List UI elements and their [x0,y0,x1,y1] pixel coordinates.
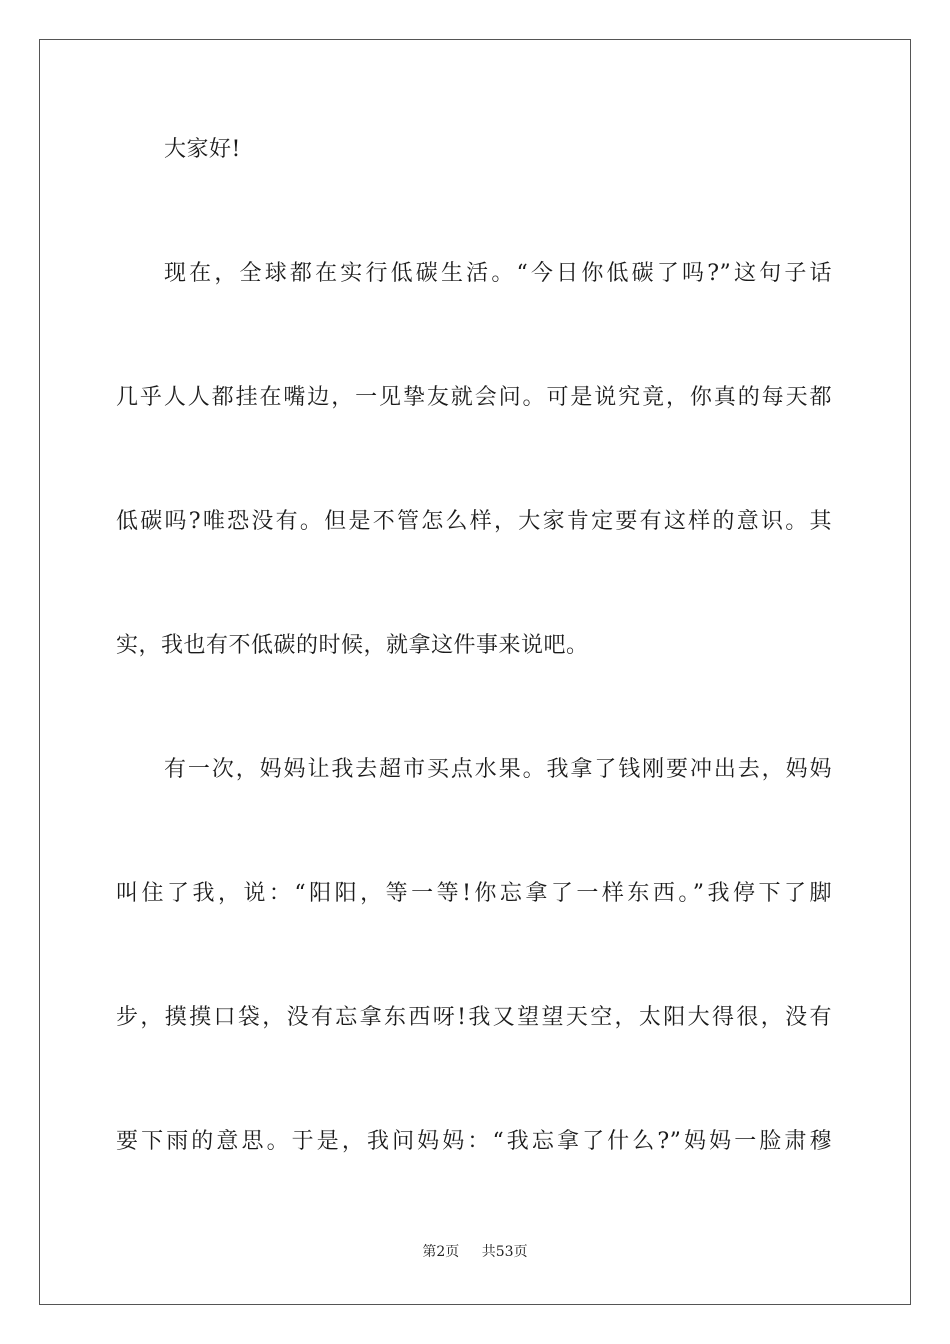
page-number: 第2页 [422,1244,460,1260]
page-frame [39,39,911,1305]
paragraph-2-line-1: 有一次，妈妈让我去超市买点水果。我拿了钱刚要冲出去，妈妈 [164,757,832,782]
page-footer [0,1243,950,1261]
total-pages: 共53页 [481,1244,528,1260]
paragraph-1-line-2: 几乎人人都挂在嘴边，一见挚友就会问。可是说究竟，你真的每天都 [116,385,832,410]
paragraph-2-line-2: 叫住了我，说：“阳阳，等一等!你忘拿了一样东西。”我停下了脚 [116,881,832,906]
paragraph-1-line-1: 现在，全球都在实行低碳生活。“今日你低碳了吗?”这句子话 [164,261,832,286]
paragraph-1-line-4: 实，我也有不低碳的时候，就拿这件事来说吧。 [116,633,589,658]
paragraph-2-line-3: 步，摸摸口袋，没有忘拿东西呀!我又望望天空，太阳大得很，没有 [116,1005,832,1030]
paragraph-1-line-3: 低碳吗?唯恐没有。但是不管怎么样，大家肯定要有这样的意识。其 [116,509,832,534]
greeting-line: 大家好! [164,137,241,162]
paragraph-2-line-4: 要下雨的意思。于是，我问妈妈：“我忘拿了什么?”妈妈一脸肃穆 [116,1129,832,1154]
